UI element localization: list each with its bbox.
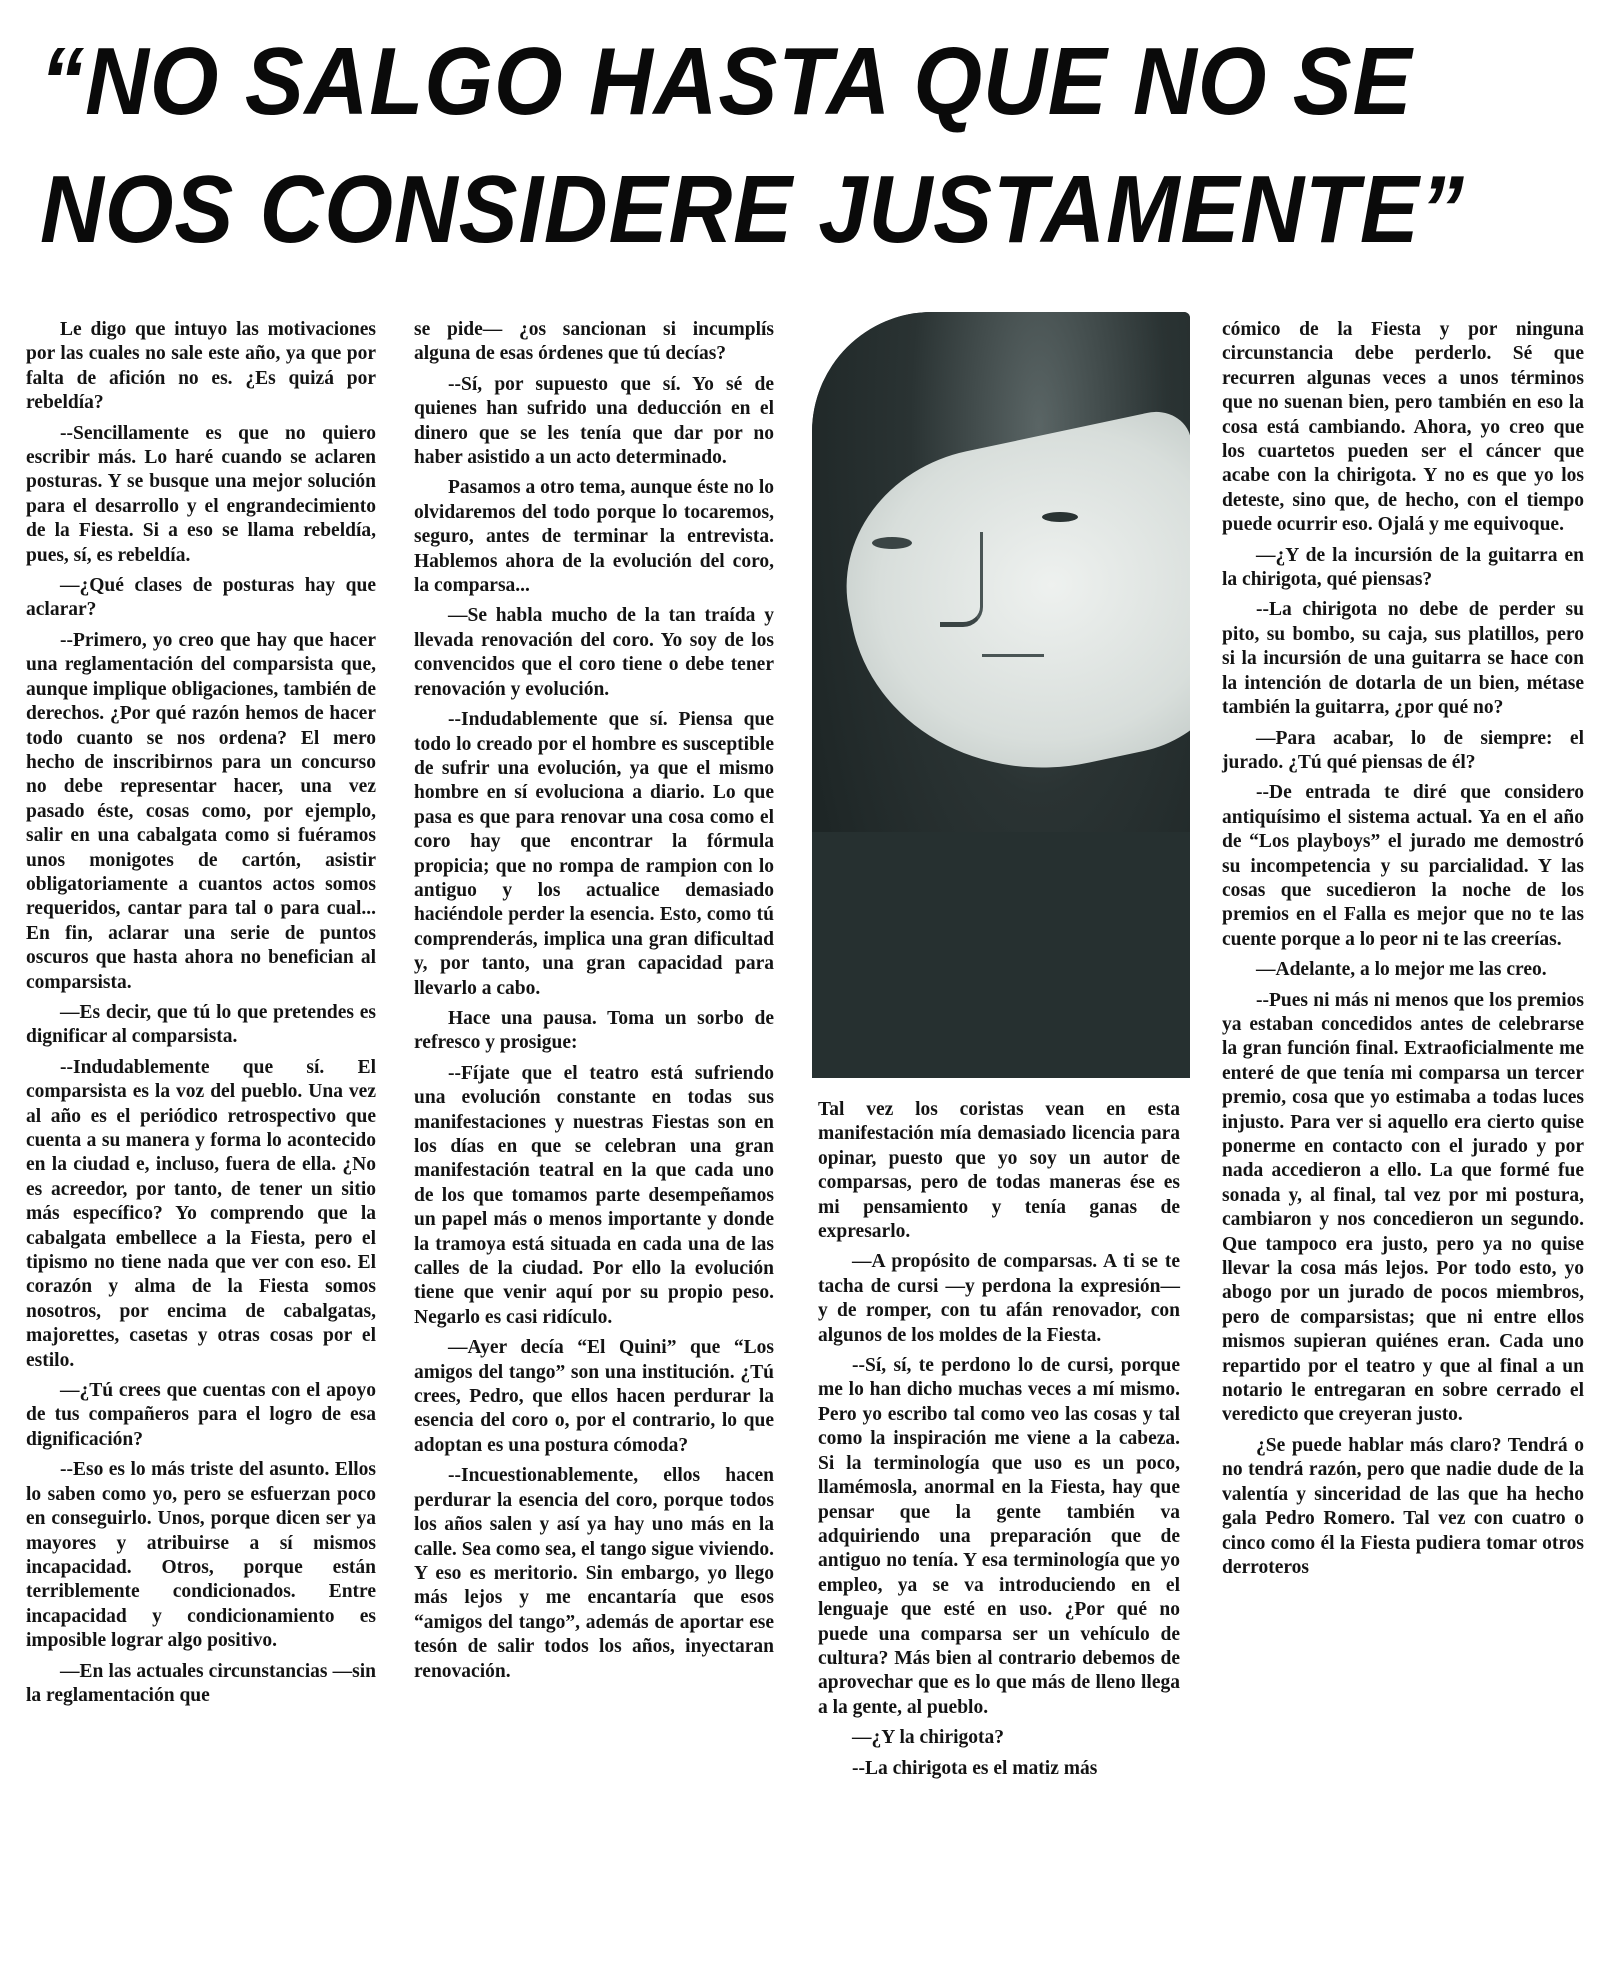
- paragraph: --Sí, por supuesto que sí. Yo sé de quienes han sufrido una deducción en el dinero que se les tenía que dar por no haber asistido a un acto determinado.: [414, 373, 774, 469]
- paragraph: —¿Y de la incursión de la guitarra en la chirigota, qué piensas?: [1222, 544, 1584, 591]
- paragraph: --Eso es lo más triste del asunto. Ellos lo saben como yo, pero se esfuerzan poco en conseguirlo. Unos, porque dicen ser ya mayores y atribuirse a sí mismos incapacidad. Otros, porque están terriblemente condicionados. Entre incapacidad y condicionamiento es imposible lograr algo positivo.: [26, 1459, 376, 1652]
- paragraph: --Fíjate que el teatro está sufriendo una evolución constante en todas sus manifestaciones y nuestras Fiestas son en los días en que se celebran una gran manifestación teatral en la que cada uno de los que tomamos parte desempeñamos un papel más o menos importante y donde la tramoya está situada en cada una de las calles de la ciudad. Por ello la evolución tiene que venir aquí por su propio peso. Negarlo es casi ridículo.: [414, 1062, 774, 1328]
- paragraph: --Incuestionablemente, ellos hacen perdurar la esencia del coro, porque todos los años salen y así ya hay uno más en la calle. Sea como sea, el tango sigue viviendo. Y eso es meritorio. Sin embargo, yo llego más lejos y me encantaría que esos “amigos del tango”, además de aportar ese tesón de salir todos los años, inyectaran renovación.: [414, 1465, 774, 1682]
- paragraph: --Sencillamente es que no quiero escribir más. Lo haré cuando se aclaren posturas. Y se busque una mejor solución para el desarrollo y el engrandecimiento de la Fiesta. Si a eso se llama rebeldía, pues, sí, es rebeldía.: [26, 422, 376, 566]
- paragraph: —¿Tú crees que cuentas con el apoyo de tus compañeros para el logro de esa dignificación?: [26, 1380, 376, 1450]
- photo-shoulders: [812, 832, 1190, 1078]
- paragraph: --De entrada te diré que considero antiquísimo el sistema actual. Ya en el año de “Los playboys” el jurado me demostró su incompetencia y su parcialidad. Y las cosas que sucedieron la noche de los premios en el Falla es mejor que no te las cuente porque a lo peor ni te las creerías.: [1222, 782, 1584, 950]
- photo-mouth: [982, 654, 1044, 657]
- paragraph: Tal vez los coristas vean en esta manifestación mía demasiado licencia para opinar, puesto que yo soy un autor de comparsas, pero de todas maneras ése es mi pensamiento y tenía ganas de expresarlo.: [818, 1099, 1180, 1243]
- article-column-1: [26, 318, 376, 1714]
- paragraph: se pide— ¿os sancionan si incumplís alguna de esas órdenes que tú decías?: [414, 319, 774, 365]
- headline-line-2: NOS CONSIDERE JUSTAMENTE”: [40, 156, 1465, 263]
- paragraph: --La chirigota es el matiz más: [852, 1757, 1098, 1779]
- paragraph: --La chirigota no debe de perder su pito, su bombo, su caja, sus platillos, pero si la incursión de una guitarra se hace con la intención de dotarla de un bien, métase también la guitarra, ¿por qué no?: [1222, 599, 1584, 719]
- paragraph: ¿Se puede hablar más claro? Tendrá o no tendrá razón, pero que nadie dude de la valentía y sinceridad de las que ha hecho gala Pedro Romero. Tal vez con cuatro o cinco como él la Fiesta pudiera tomar otros derroteros: [1222, 1434, 1584, 1578]
- paragraph: Hace una pausa. Toma un sorbo de refresco y prosigue:: [414, 1007, 774, 1054]
- paragraph: —Para acabar, lo de siempre: el jurado. ¿Tú qué piensas de él?: [1222, 727, 1584, 773]
- article-column-2: [414, 318, 774, 1690]
- photo-eye: [1042, 512, 1078, 522]
- photo-nose: [940, 532, 983, 627]
- paragraph: —Adelante, a lo mejor me las creo.: [1256, 959, 1547, 981]
- article-column-4: [1222, 318, 1584, 1586]
- article-headline: [40, 18, 1465, 274]
- paragraph: —Ayer decía “El Quini” que “Los amigos del tango” son una institución. ¿Tú crees, Pedro, que ellos hacen perdurar la esencia del coro o, por el contrario, lo que adoptan es una postura cómoda?: [414, 1337, 774, 1456]
- paragraph: —¿Y la chirigota?: [852, 1727, 1005, 1749]
- paragraph: --Pues ni más ni menos que los premios ya estaban concedidos antes de celebrarse la gran función final. Extraoficialmente me enteré de que tenía mi comparsa un tercer premio, cosa que yo estimaba a todas luces injusto. Para ver si aquello era cierto quise ponerme en contacto con el jurado y por nada accedieron a ello. La que formé fue sonada y, al final, tal vez por mi postura, cambiaron y nos concedieron un segundo. Que tampoco era justo, pero ya no quise llevar la cosa más lejos. Por todo esto, yo abogo por un jurado de pocos miembros, pero de comparsistas; que ni entre ellos mismos supieran quiénes eran. Cada uno repartido por el teatro y que al final a un notario le entregaran en sobre cerrado el veredicto que creyeran justo.: [1222, 989, 1584, 1426]
- paragraph: cómico de la Fiesta y por ninguna circunstancia debe perderlo. Sé que recurren algunas veces a unos términos que no suenan bien, pero también en eso la cosa está cambiando. Ahora, yo creo que los cuartetos pueden ser el cáncer que acabe con la chirigota. Y no es que yo los deteste, sino que, de hecho, con el tiempo puede ocurrir eso. Ojalá y me equivoque.: [1222, 319, 1584, 536]
- paragraph: --Sí, sí, te perdono lo de cursi, porque me lo han dicho muchas veces a mí mismo. Pero yo escribo tal como veo las cosas y tal como la inspiración me viene a la cabeza. Si la terminología que uso es un poco, llamémosla, anormal en la Fiesta, hay que pensar que la gente también va adquiriendo una preparación que de antiguo no tenía. Y esa terminología que yo empleo, ya se va introduciendo en el lenguaje que esté en uso. ¿Por qué no puede una comparsa ser un vehículo de cultura? Más bien al contrario debemos de aprovechar que es lo que más de lleno llega a la gente, al pueblo.: [818, 1355, 1180, 1718]
- portrait-photo: [812, 312, 1190, 1078]
- paragraph: —Es decir, que tú lo que pretendes es dignificar al comparsista.: [26, 1001, 376, 1048]
- paragraph: —A propósito de comparsas. A ti se te tacha de cursi —y perdona la expresión— y de romper, con tu afán renovador, con algunos de los moldes de la Fiesta.: [818, 1251, 1180, 1346]
- headline-line-1: “NO SALGO HASTA QUE NO SE: [40, 28, 1413, 135]
- photo-eye: [872, 537, 912, 549]
- article-column-3: [818, 1098, 1180, 1787]
- paragraph: —En las actuales circunstancias —sin la reglamentación que: [26, 1660, 376, 1706]
- paragraph: Pasamos a otro tema, aunque éste no lo olvidaremos del todo porque lo tocaremos, seguro, antes de terminar la entrevista. Hablemos ahora de la evolución del coro, la comparsa...: [414, 477, 774, 597]
- paragraph: Le digo que intuyo las motivaciones por las cuales no sale este año, ya que por falta de afición no es. ¿Es quizá por rebeldía?: [26, 319, 376, 414]
- paragraph: —¿Qué clases de posturas hay que aclarar?: [26, 575, 376, 621]
- paragraph: --Primero, yo creo que hay que hacer una reglamentación del comparsista que, aunque implique obligaciones, también de derechos. ¿Por qué razón hemos de hacer todo cuanto se nos ordena? El mero hecho de inscribirnos para un concurso no debe representar hacer, una vez pasado éste, cosas como, por ejemplo, salir en una cabalgata como si fuéramos unos monigotes de cartón, asistir obligatoriamente a cuantos actos somos requeridos, cantar para tal o para cual... En fin, aclarar una serie de puntos oscuros que hasta ahora no benefician al comparsista.: [26, 629, 376, 993]
- paragraph: —Se habla mucho de la tan traída y llevada renovación del coro. Yo soy de los convencidos que el coro tiene o debe tener renovación y evolución.: [414, 605, 774, 700]
- paragraph: --Indudablemente que sí. El comparsista es la voz del pueblo. Una vez al año es el periódico retrospectivo que cuenta a su manera y forma lo acontecido en la ciudad e, incluso, fuera de ella. ¿No es acreedor, por tanto, de tener un sitio más específico? Yo comprendo que la cabalgata embellece a la Fiesta, pero el tipismo no tiene nada que ver con eso. El corazón y alma de la Fiesta somos nosotros, por encima de cabalgatas, majorettes, casetas y otras cosas por el estilo.: [26, 1056, 376, 1371]
- paragraph: --Indudablemente que sí. Piensa que todo lo creado por el hombre es susceptible de sufrir una evolución, ya que el mismo hombre en sí evoluciona a diario. Lo que pasa es que para renovar una cosa como el coro hay que encontrar la fórmula propicia; que no rompa de rampion con lo antiguo y los actualice demasiado haciéndole perder la esencia. Esto, como tú comprenderás, implica una gran dificultad y, por tanto, una gran capacidad para llevarlo a cabo.: [414, 709, 774, 999]
